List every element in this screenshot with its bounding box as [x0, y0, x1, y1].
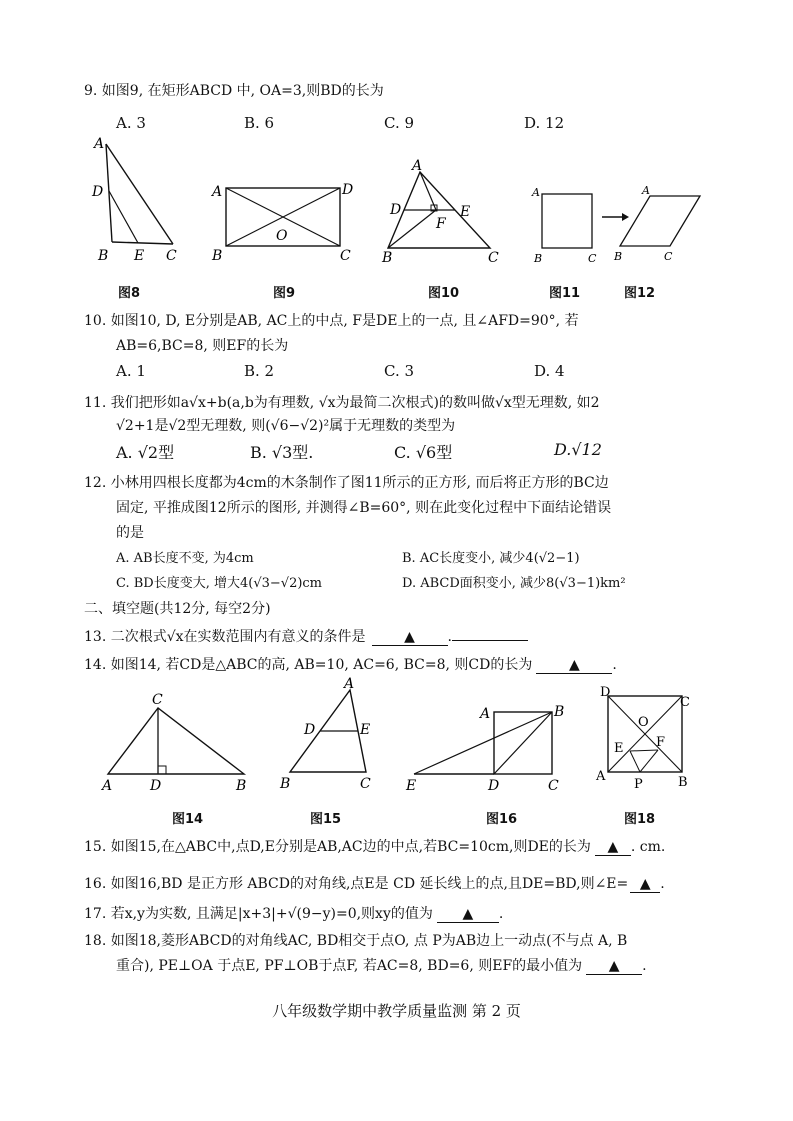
q9-option-c: C. 9 [384, 114, 415, 132]
q11-line1: 11. 我们把形如a√x+b(a,b为有理数, √x为最简二次根式)的数叫做√x型无理数, 如2 [84, 395, 600, 411]
q15-answer-blank[interactable]: ▲ [595, 839, 631, 856]
caption-fig10: 图10 [428, 286, 460, 301]
q13-extra-blank [452, 640, 528, 641]
fig9-label-b: B [212, 248, 223, 264]
q11-option-d: D.√12 [554, 440, 602, 459]
fig18-label-c: C [680, 695, 690, 710]
q10-option-d: D. 4 [534, 362, 565, 380]
fig8-label-a: A [94, 136, 105, 152]
q11-option-c: C. √6型 [394, 443, 453, 462]
fig18-label-e: E [614, 741, 624, 756]
q14 [84, 654, 617, 674]
caption-fig8: 图8 [118, 286, 141, 301]
fig12-label-b: B [614, 250, 623, 263]
caption-fig16: 图16 [486, 812, 518, 827]
q16-text: 16. 如图16,BD 是正方形 ABCD的对角线,点E是 CD 延长线上的点,且DE=BD,则∠E= [84, 876, 629, 892]
fig15-label-e: E [360, 722, 371, 738]
fig8-label-b: B [98, 248, 109, 264]
q13 [84, 626, 528, 646]
figure-18 [594, 686, 694, 792]
fig18-label-f: F [656, 735, 666, 750]
section-2-heading: 二、填空题(共12分, 每空2分) [84, 601, 271, 617]
figure-14 [96, 690, 260, 798]
fig18-label-o: O [638, 715, 649, 730]
fig14-label-c: C [152, 692, 163, 708]
figure-15 [276, 676, 380, 796]
fig9-label-d: D [342, 182, 354, 198]
fig8-label-e: E [134, 248, 145, 264]
q16-tail: . [660, 876, 665, 892]
fig9-label-c: C [340, 248, 351, 264]
q11-option-b: B. √3型. [250, 443, 314, 462]
figure-16 [402, 698, 578, 796]
fig8-label-d: D [92, 184, 104, 200]
q10-option-a: A. 1 [116, 362, 146, 380]
fig11-label-b: B [534, 252, 543, 265]
q12-option-a: A. AB长度不变, 为4cm [116, 551, 254, 566]
fig10-label-e: E [460, 204, 471, 220]
q10-line1: 10. 如图10, D, E分别是AB, AC上的中点, F是DE上的一点, 且∠AFD=90°, 若 [84, 313, 579, 329]
fig11-label-c: C [588, 252, 597, 265]
figure-8 [88, 136, 188, 266]
fig15-label-c: C [360, 776, 371, 792]
fig8-label-c: C [166, 248, 177, 264]
caption-fig14: 图14 [172, 812, 204, 827]
q15-tail: . cm. [630, 839, 666, 855]
fig15-label-a: A [344, 676, 355, 692]
q17-answer-blank[interactable]: ▲ [437, 906, 499, 923]
caption-fig18: 图18 [624, 812, 656, 827]
q17-text: 17. 若x,y为实数, 且满足|x+3|+√(9−y)=0,则xy的值为 [84, 906, 433, 922]
q17-tail: . [498, 906, 504, 922]
q16 [84, 873, 665, 893]
q13-answer-blank[interactable]: ▲ [372, 629, 448, 646]
q17 [84, 903, 503, 923]
fig16-label-c: C [548, 778, 559, 794]
fig16-label-a: A [480, 706, 491, 722]
q12-option-c: C. BD长度变大, 增大4(√3−√2)cm [116, 576, 323, 591]
fig18-label-b: B [678, 775, 688, 790]
fig14-label-a: A [102, 778, 113, 794]
figure-9 [208, 178, 358, 268]
figure-10 [378, 158, 504, 268]
q14-tail: . [612, 657, 617, 673]
q10-option-b: B. 2 [244, 362, 275, 380]
q12-line2: 固定, 平推成图12所示的图形, 并测得∠B=60°, 则在此变化过程中下面结论错误 [116, 500, 612, 516]
q11-line2: √2+1是√2型无理数, 则(√6−√2)²属于无理数的类型为 [116, 418, 456, 434]
q13-tail: . [447, 629, 452, 645]
caption-fig11: 图11 [549, 286, 581, 301]
fig11-label-a: A [532, 186, 540, 199]
figure-12 [612, 182, 708, 268]
q18-line2-text: 重合), PE⊥OA 于点E, PF⊥OB于点F, 若AC=8, BD=6, 则EF的最小值为 [116, 958, 583, 974]
fig14-label-b: B [236, 778, 247, 794]
q9-option-a: A. 3 [116, 114, 146, 132]
q9-option-b: B. 6 [244, 114, 275, 132]
q12-line1: 12. 小林用四根长度都为4cm的木条制作了图11所示的正方形, 而后将正方形的BC边 [84, 475, 609, 491]
fig16-label-e: E [406, 778, 417, 794]
fig10-label-c: C [488, 250, 499, 266]
q12-line3: 的是 [116, 525, 144, 541]
fig14-label-d: D [150, 778, 162, 794]
fig16-label-d: D [488, 778, 500, 794]
caption-fig9: 图9 [273, 286, 296, 301]
figure-11 [530, 182, 604, 268]
q12-option-d: D. ABCD面积变小, 减少8(√3−1)km² [402, 576, 626, 591]
q14-text: 14. 如图14, 若CD是△ABC的高, AB=10, AC=6, BC=8, 则CD的长为 [84, 657, 533, 673]
q16-answer-blank[interactable]: ▲ [630, 876, 660, 893]
q18-line2 [116, 955, 647, 975]
q18-tail: . [642, 958, 647, 974]
q13-text: 13. 二次根式√x在实数范围内有意义的条件是 [84, 629, 366, 645]
fig10-label-d: D [390, 202, 402, 218]
fig15-label-d: D [304, 722, 316, 738]
q14-answer-blank[interactable]: ▲ [536, 657, 612, 674]
fig16-label-b: B [554, 704, 565, 720]
q9-option-d: D. 12 [524, 114, 565, 132]
fig10-label-b: B [382, 250, 393, 266]
q18-line1: 18. 如图18,菱形ABCD的对角线AC, BD相交于点O, 点 P为AB边上一动点(不与点 A, B [84, 933, 628, 949]
fig12-label-a: A [642, 184, 650, 197]
fig12-label-c: C [664, 250, 673, 263]
q12-option-b: B. AC长度变小, 减少4(√2−1) [402, 551, 580, 566]
fig9-label-a: A [212, 184, 223, 200]
fig18-label-a: A [596, 769, 606, 784]
q10-line2: AB=6,BC=8, 则EF的长为 [116, 338, 289, 354]
fig9-label-o: O [276, 228, 288, 244]
q10-option-c: C. 3 [384, 362, 415, 380]
fig15-label-b: B [280, 776, 291, 792]
fig18-label-p: P [634, 777, 643, 792]
page-footer: 八年级数学期中教学质量监测 第 2 页 [272, 1002, 521, 1020]
fig10-label-f: F [436, 216, 446, 232]
fig10-label-a: A [412, 158, 423, 174]
q9-stem: 9. 如图9, 在矩形ABCD 中, OA=3,则BD的长为 [84, 83, 384, 99]
caption-fig12: 图12 [624, 286, 656, 301]
q15 [84, 836, 665, 856]
caption-fig15: 图15 [310, 812, 342, 827]
q18-answer-blank[interactable]: ▲ [586, 958, 642, 975]
fig18-label-d: D [600, 686, 611, 700]
q15-text: 15. 如图15,在△ABC中,点D,E分别是AB,AC边的中点,若BC=10cm,则DE的长为 [84, 839, 591, 855]
q11-option-a: A. √2型 [116, 443, 175, 462]
